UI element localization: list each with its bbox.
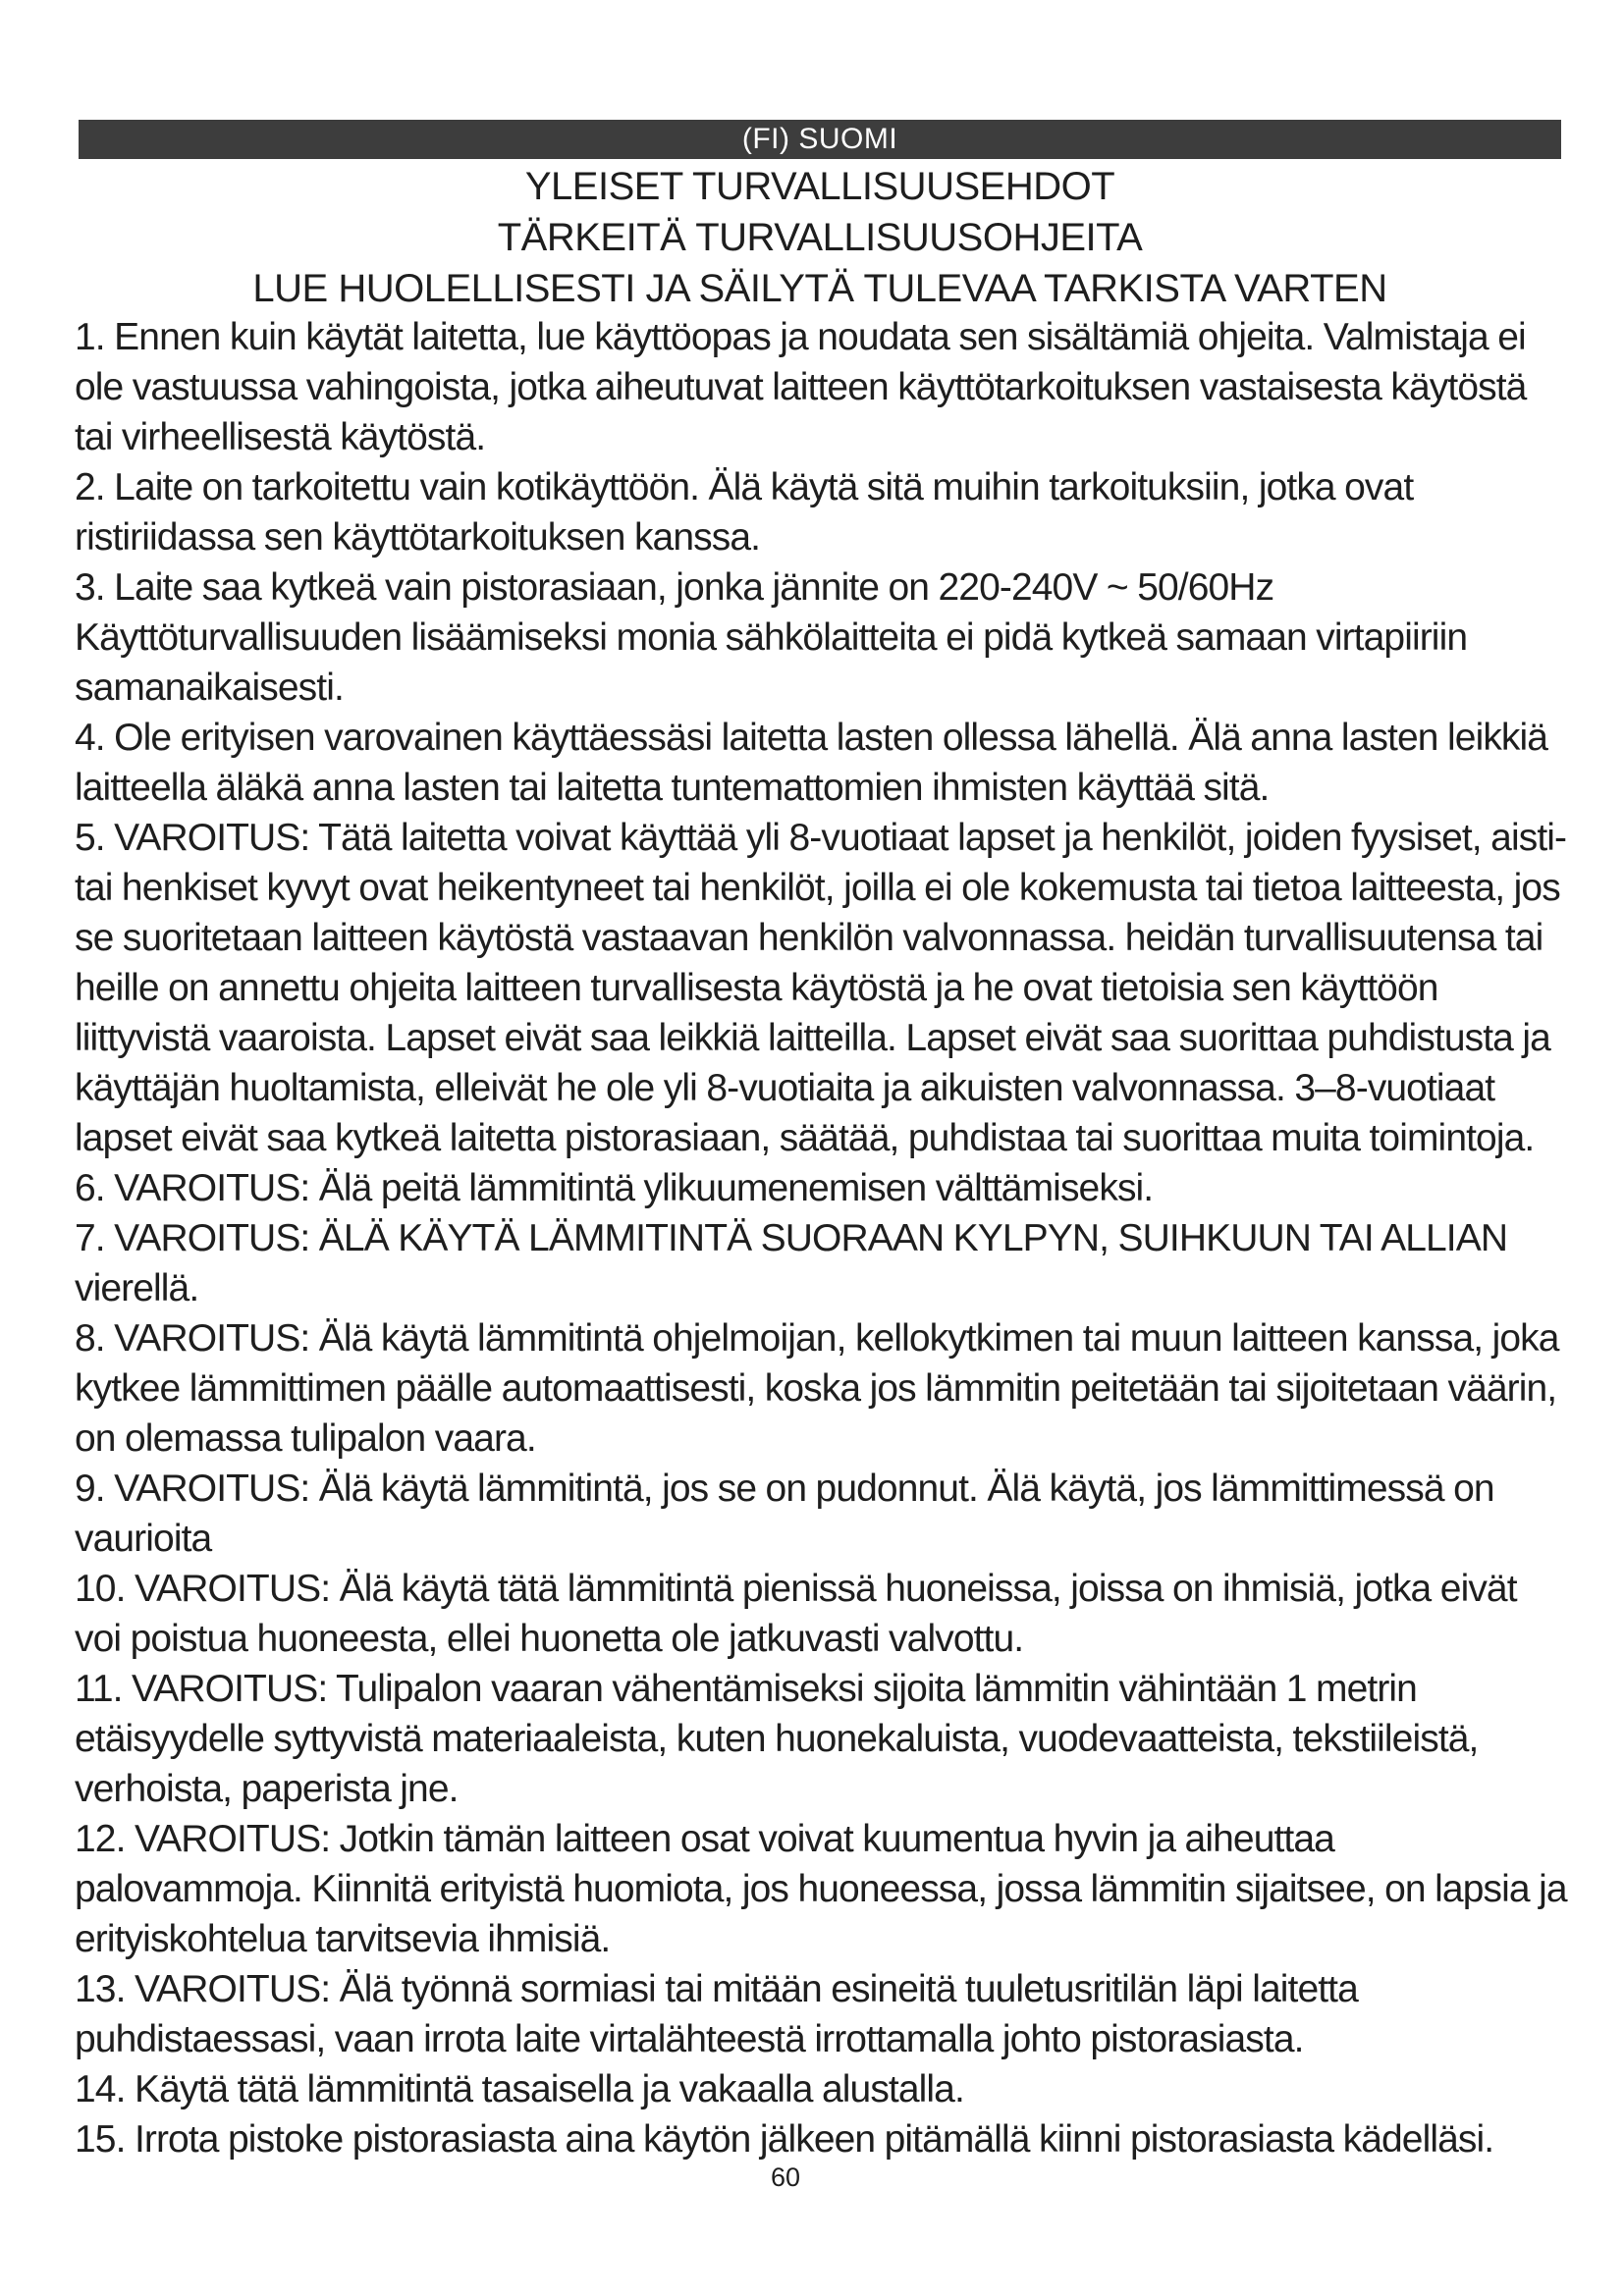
instruction-item-7: 7. VAROITUS: ÄLÄ KÄYTÄ LÄMMITINTÄ SUORAAN KYLPYN, SUIHKUUN TAI ALLIAN vierellä. <box>75 1217 1508 1309</box>
instruction-item-5: 5. VAROITUS: Tätä laitetta voivat käyttää yli 8-vuotiaat lapset ja henkilöt, joiden fyysiset, aisti- tai henkiset kyvyt ovat heikentyneet tai henkilöt, joilla ei ole kokemusta tai tietoa laitteesta, jos se suoritetaan laitteen käytöstä vastaavan henkilön valvonnassa. heidän turvallisuutensa tai heille on annettu ohjeita laitteen turvallisesta käytöstä ja he ovat tietoisia sen käyttöön liittyvistä vaaroista. Lapset eivät saa leikkiä laitteilla. Lapset eivät saa suorittaa puhdistusta ja käyttäjän huoltamista, elleivät he ole yli 8-vuotiaita ja aikuisten valvonnassa. 3–8-vuotiaat lapset eivät saa kytkeä laitetta pistorasiaan, säätää, puhdistaa tai suorittaa muita toimintoja. <box>75 817 1567 1159</box>
safety-instructions-list <box>75 312 1567 2164</box>
instruction-item-9: 9. VAROITUS: Älä käytä lämmitintä, jos se on pudonnut. Älä käytä, jos lämmittimessä on vaurioita <box>75 1468 1494 1560</box>
instruction-item-2: 2. Laite on tarkoitettu vain kotikäyttöön. Älä käytä sitä muihin tarkoituksiin, jotka ovat ristiriidassa sen käyttötarkoituksen kanssa. <box>75 466 1414 559</box>
instruction-item-1: 1. Ennen kuin käytät laitetta, lue käyttöopas ja noudata sen sisältämiä ohjeita. Valmistaja ei ole vastuussa vahingoista, jotka aiheutuvat laitteen käyttötarkoituksen vastaisesta käytöstä tai virheellisestä käytöstä. <box>75 316 1527 458</box>
instruction-item-4: 4. Ole erityisen varovainen käyttäessäsi laitetta lasten ollessa lähellä. Älä anna lasten leikkiä laitteella äläkä anna lasten tai laitetta tuntemattomien ihmisten käyttää sitä. <box>75 717 1548 809</box>
instruction-item-13: 13. VAROITUS: Älä työnnä sormiasi tai mitään esineitä tuuletusritilän läpi laitetta puhdistaessasi, vaan irrota laite virtalähteestä irrottamalla johto pistorasiasta. <box>75 1968 1358 2060</box>
page-title: YLEISET TURVALLISUUSEHDOT <box>524 165 1115 208</box>
page-subtitle: TÄRKEITÄ TURVALLISUUSOHJEITA <box>497 216 1143 259</box>
page-number: 60 <box>770 2163 801 2192</box>
instruction-item-8: 8. VAROITUS: Älä käytä lämmitintä ohjelmoijan, kellokytkimen tai muun laitteen kanssa, joka kytkee lämmittimen päälle automaattisesti, koska jos lämmitin peitetään tai sijoitetaan väärin, on olemassa tulipalon vaara. <box>75 1317 1559 1460</box>
instruction-item-6: 6. VAROITUS: Älä peitä lämmitintä ylikuumenemisen välttämiseksi. <box>75 1167 1154 1209</box>
instruction-item-3: 3. Laite saa kytkeä vain pistorasiaan, jonka jännite on 220-240V ~ 50/60Hz Käyttöturvallisuuden lisäämiseksi monia sähkölaitteita ei pidä kytkeä samaan virtapiiriin samanaikaisesti. <box>75 566 1468 709</box>
instruction-item-12: 12. VAROITUS: Jotkin tämän laitteen osat voivat kuumentua hyvin ja aiheuttaa palovammoja. Kiinnitä erityistä huomiota, jos huoneessa, jossa lämmitin sijaitsee, on lapsia ja erityiskohtelua tarvitsevia ihmisiä. <box>75 1818 1567 1960</box>
language-header-bar: (FI) SUOMI <box>79 120 1561 159</box>
instruction-item-14: 14. Käytä tätä lämmitintä tasaisella ja vakaalla alustalla. <box>75 2068 964 2110</box>
section-headings <box>79 161 1561 314</box>
instruction-item-15: 15. Irrota pistoke pistorasiasta aina käytön jälkeen pitämällä kiinni pistorasiasta kädelläsi. <box>75 2118 1494 2161</box>
read-carefully-instruction: LUE HUOLELLISESTI JA SÄILYTÄ TULEVAA TARKISTA VARTEN <box>252 267 1387 310</box>
instruction-item-11: 11. VAROITUS: Tulipalon vaaran vähentämiseksi sijoita lämmitin vähintään 1 metrin etäisyydelle syttyvistä materiaaleista, kuten huonekaluista, vuodevaatteista, tekstiileistä, verhoista, paperista jne. <box>75 1668 1479 1810</box>
instruction-item-10: 10. VAROITUS: Älä käytä tätä lämmitintä pienissä huoneissa, joissa on ihmisiä, jotka eivät voi poistua huoneesta, ellei huonetta ole jatkuvasti valvottu. <box>75 1568 1517 1660</box>
